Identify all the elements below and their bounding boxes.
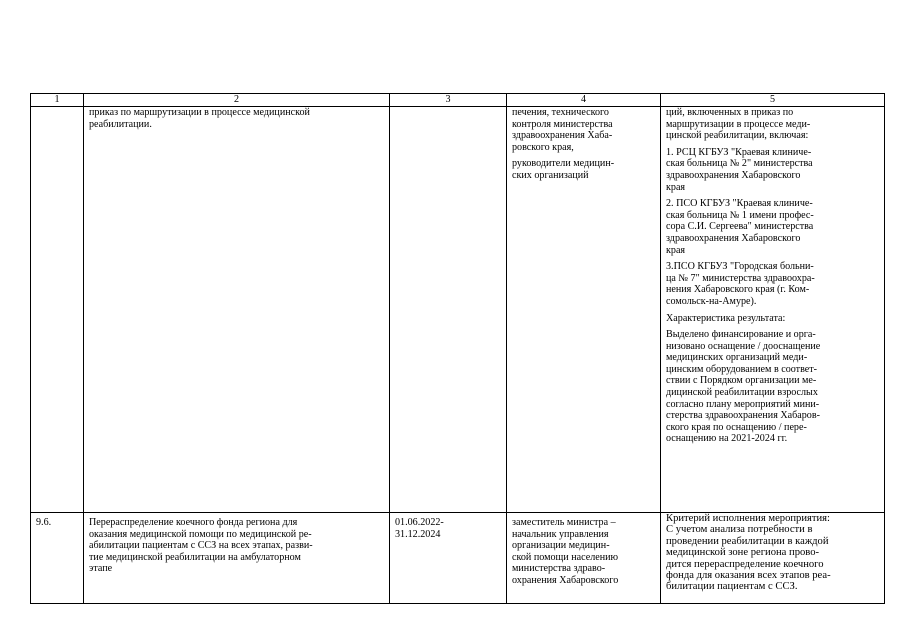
text-line: проведении реабилитации в каждой <box>666 535 829 547</box>
text-line: здравоохранения Хабаровского <box>666 169 801 181</box>
text-line: оказания медицинской помощи по медицинской ре- <box>89 528 312 540</box>
row-responsible-cell <box>507 513 661 604</box>
text-line: 01.06.2022- <box>395 517 444 528</box>
text-line: абилитации пациентам с ССЗ на всех этапах, разви- <box>89 540 313 552</box>
header-col-1: 1 <box>31 94 84 107</box>
text-line: фонда для оказания всех этапов реа- <box>666 570 831 582</box>
cont-result-para-6 <box>666 329 880 445</box>
cont-result-cell <box>661 107 885 513</box>
text-line: цинской реабилитации, включая: <box>666 130 809 142</box>
text-line: 2. ПСО КГБУЗ "Краевая клиниче- <box>666 198 813 210</box>
row-measure-cell <box>84 513 390 604</box>
cont-measure-line: приказ по маршрутизации в процессе медицинской <box>89 107 310 118</box>
text-line: ская больница № 1 имени профес- <box>666 209 814 221</box>
text-line: Выделено финансирование и орга- <box>666 329 816 341</box>
text-line: 31.12.2024 <box>395 528 441 540</box>
text-line: ровского края, <box>512 141 574 153</box>
text-line: тие медицинской реабилитации на амбулаторном <box>89 551 301 563</box>
cont-result-para-5 <box>666 313 880 325</box>
text-line: стерства здравоохранения Хабаров- <box>666 410 820 422</box>
cont-responsible-para-1 <box>512 107 656 153</box>
text-line: здравоохранения Хаба- <box>512 130 613 142</box>
text-line: заместитель министра – <box>512 517 616 528</box>
text-line: Характеристика результата: <box>666 312 786 324</box>
text-line: контроля министерства <box>512 118 613 130</box>
text-line: 3.ПСО КГБУЗ "Городская больни- <box>666 261 814 273</box>
text-line: ской помощи населению <box>512 551 619 563</box>
text-line: низовано оснащение / дооснащение <box>666 340 821 352</box>
text-line: здравоохранения Хабаровского <box>666 232 801 244</box>
cont-result-para-4 <box>666 261 880 307</box>
text-line: 1. РСЦ КГБУЗ "Краевая клиниче- <box>666 146 812 158</box>
text-line: министерства здраво- <box>512 563 606 575</box>
text-line: ского края по оснащению / пере- <box>666 421 807 433</box>
header-col-5: 5 <box>661 94 885 107</box>
header-col-3: 3 <box>390 94 507 107</box>
text-line: оснащению на 2021-2024 гг. <box>666 433 788 445</box>
table-row-9-6 <box>31 513 885 604</box>
text-line: ца № 7" министерства здравоохра- <box>666 272 815 284</box>
row-number-cell: 9.6. <box>31 513 84 604</box>
text-line: сора С.И. Сергеева" министерства <box>666 221 814 233</box>
text-line: края <box>666 244 686 256</box>
table-header-row <box>31 94 885 107</box>
text-line: сомольск-на-Амуре). <box>666 295 757 307</box>
text-line: билитации пациентам с ССЗ. <box>666 581 798 593</box>
text-line: медицинских организаций меди- <box>666 352 808 364</box>
header-col-2: 2 <box>84 94 390 107</box>
text-line: маршрутизации в процессе меди- <box>666 118 811 130</box>
text-line: организации медицин- <box>512 540 610 552</box>
text-line: ствии с Порядком организации ме- <box>666 375 817 387</box>
cont-number-cell <box>31 107 84 513</box>
row-dates-cell <box>390 513 507 604</box>
cont-result-para-3 <box>666 198 880 256</box>
text-line: нения Хабаровского края (г. Ком- <box>666 284 810 296</box>
cont-result-para-1 <box>666 107 880 142</box>
text-line: Перераспределение коечного фонда региона для <box>89 517 298 528</box>
cont-responsible-cell <box>507 107 661 513</box>
text-line: цинским оборудованием в соответ- <box>666 363 818 375</box>
text-line: ций, включенных в приказ по <box>666 107 794 118</box>
text-line: С учетом анализа потребности в <box>666 524 813 536</box>
text-line: печения, технического <box>512 107 609 118</box>
text-line: Критерий исполнения мероприятия: <box>666 513 830 524</box>
measures-table <box>30 93 885 604</box>
cont-dates-cell <box>390 107 507 513</box>
text-line: дицинской реабилитации взрослых <box>666 387 818 399</box>
row-result-cell <box>661 513 885 604</box>
cont-measure-line: реабилитации. <box>89 118 152 130</box>
text-line: ских организаций <box>512 169 589 181</box>
text-line: ская больница № 2" министерства <box>666 158 813 170</box>
text-line: начальник управления <box>512 528 609 540</box>
text-line: края <box>666 181 686 193</box>
text-line: согласно плану мероприятий мини- <box>666 398 820 410</box>
text-line: охранения Хабаровского <box>512 574 619 586</box>
table-row-continuation <box>31 107 885 513</box>
cont-measure-cell <box>84 107 390 513</box>
text-line: руководители медицин- <box>512 158 615 170</box>
text-line: дится перераспределение коечного <box>666 558 824 570</box>
text-line: этапе <box>89 563 113 575</box>
text-line: медицинской зоне региона прово- <box>666 547 820 559</box>
header-col-4: 4 <box>507 94 661 107</box>
cont-responsible-para-2 <box>512 158 656 181</box>
cont-result-para-2 <box>666 147 880 193</box>
